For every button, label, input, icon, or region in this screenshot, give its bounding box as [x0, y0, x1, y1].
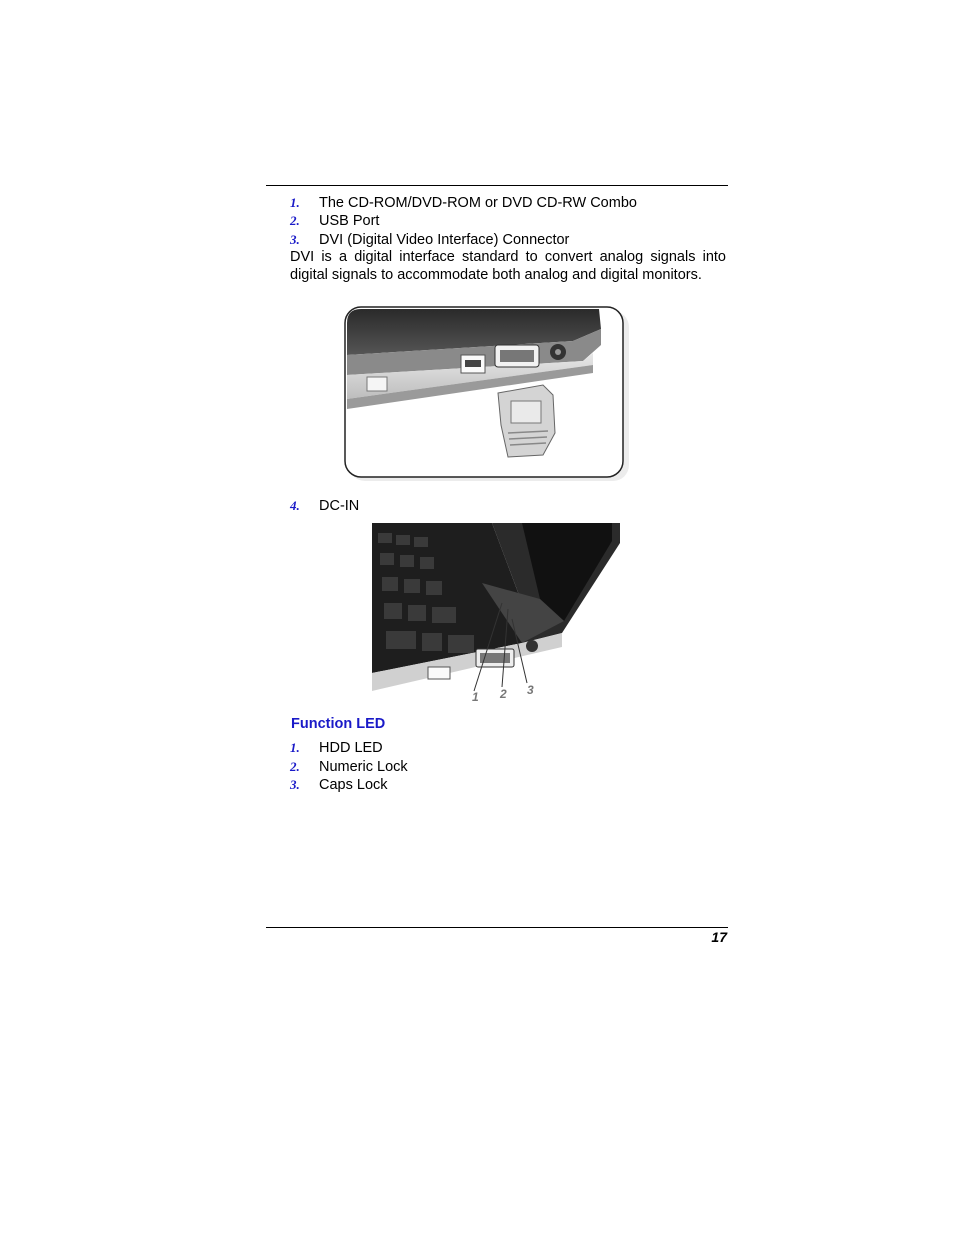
- list-number: 2.: [290, 213, 300, 228]
- callout-1: 1: [472, 690, 479, 704]
- list-number: 1.: [290, 195, 300, 210]
- list-text: The CD-ROM/DVD-ROM or DVD CD-RW Combo: [319, 195, 637, 211]
- list-number: 2.: [290, 759, 300, 774]
- dvi-port-figure: [343, 305, 643, 483]
- list-number: 1.: [290, 740, 300, 755]
- list-text: USB Port: [319, 213, 380, 229]
- header-rule: [266, 185, 728, 186]
- dvi-description: DVI is a digital interface standard to convert analog signals into digital signals to accommodate both analog and digital monitors.: [290, 249, 726, 283]
- list-text: Numeric Lock: [319, 759, 408, 775]
- list-text: HDD LED: [319, 740, 383, 756]
- list-text: Caps Lock: [319, 777, 388, 793]
- section-heading: Function LED: [291, 716, 386, 732]
- list-number: 3.: [290, 232, 300, 247]
- callout-2: 2: [500, 687, 507, 701]
- list-number: 4.: [290, 498, 300, 513]
- list-text: DC-IN: [319, 498, 360, 514]
- footer-rule: [266, 927, 728, 928]
- function-led-figure: [372, 523, 620, 708]
- callout-3: 3: [527, 683, 534, 697]
- page-number: 17: [711, 929, 727, 945]
- list-text: DVI (Digital Video Interface) Connector: [319, 232, 570, 248]
- list-number: 3.: [290, 777, 300, 792]
